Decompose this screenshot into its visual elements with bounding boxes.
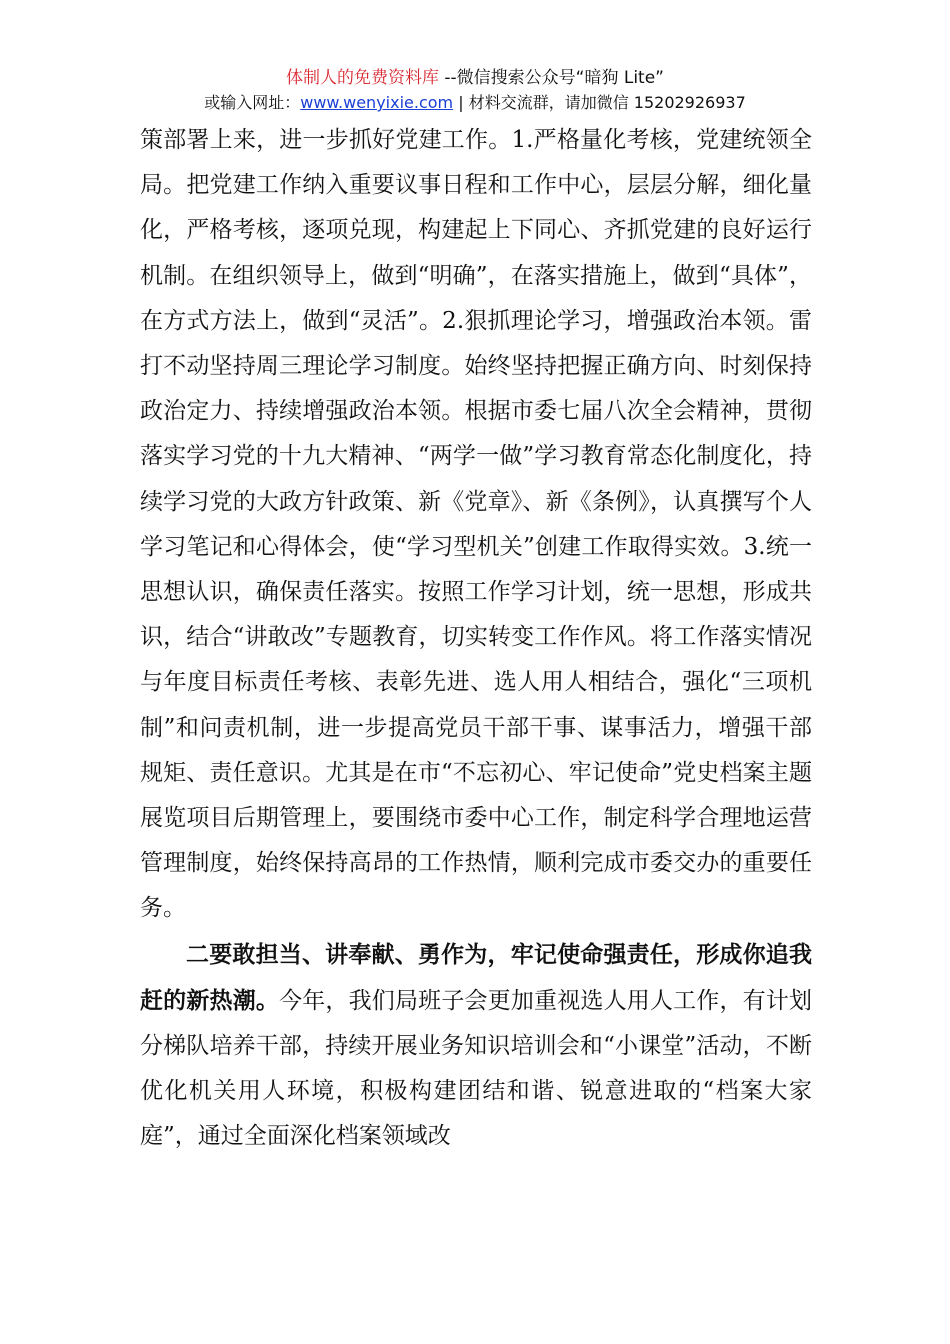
watermark-header — [0, 66, 950, 115]
document-body — [140, 118, 812, 1160]
header-suffix: | 材料交流群，请加微信 15202926937 — [453, 93, 746, 112]
header-tagline: --微信搜索公众号“暗狗 Lite” — [438, 68, 664, 88]
paragraph-2-heading: 二要敢担当、讲奉献、勇作为，牢记使命强责任，形成你追我赶的新热潮。 — [140, 940, 812, 1014]
paragraph-2 — [140, 932, 812, 1160]
paragraph-2-text: 今年，我们局班子会更加重视选人用人工作，有计划分梯队培养干部，持续开展业务知识培训会和“小课堂”活动，不断优化机关用人环境，积极构建团结和谐、锐意进取的“档案大家庭”，通过全面深化档案领域改 — [140, 987, 813, 1150]
website-link[interactable]: www.wenyixie.com — [300, 93, 454, 112]
header-line-1 — [0, 66, 950, 90]
paragraph-1: 策部署上来，进一步抓好党建工作。1.严格量化考核，党建统领全局。把党建工作纳入重要议事日程和工作中心，层层分解，细化量化，严格考核，逐项兑现，构建起上下同心、齐抓党建的良好运行机制。在组织领导上，做到“明确”，在落实措施上，做到“具体”，在方式方法上，做到“灵活”。2.狠抓理论学习，增强政治本领。雷打不动坚持周三理论学习制度。始终坚持把握正确方向、时刻保持政治定力、持续增强政治本领。根据市委七届八次全会精神，贯彻落实学习党的十九大精神、“两学一做”学习教育常态化制度化，持续学习党的大政方针政策、新《党章》、新《条例》，认真撰写个人学习笔记和心得体会，使“学习型机关”创建工作取得实效。3.统一思想认识，确保责任落实。按照工作学习计划，统一思想，形成共识，结合“讲敢改”专题教育，切实转变工作作风。将工作落实情况与年度目标责任考核、表彰先进、选人用人相结合，强化“三项机制”和问责机制，进一步提高党员干部干事、谋事活力，增强干部规矩、责任意识。尤其是在市“不忘初心、牢记使命”党史档案主题展览项目后期管理上，要围绕市委中心工作，制定科学合理地运营管理制度，始终保持高昂的工作热情，顺利完成市委交办的重要任务。 — [140, 127, 812, 922]
header-prefix: 或输入网址： — [204, 93, 301, 112]
header-brand: 体制人的免费资料库 — [285, 68, 439, 88]
header-line-2 — [0, 91, 950, 115]
